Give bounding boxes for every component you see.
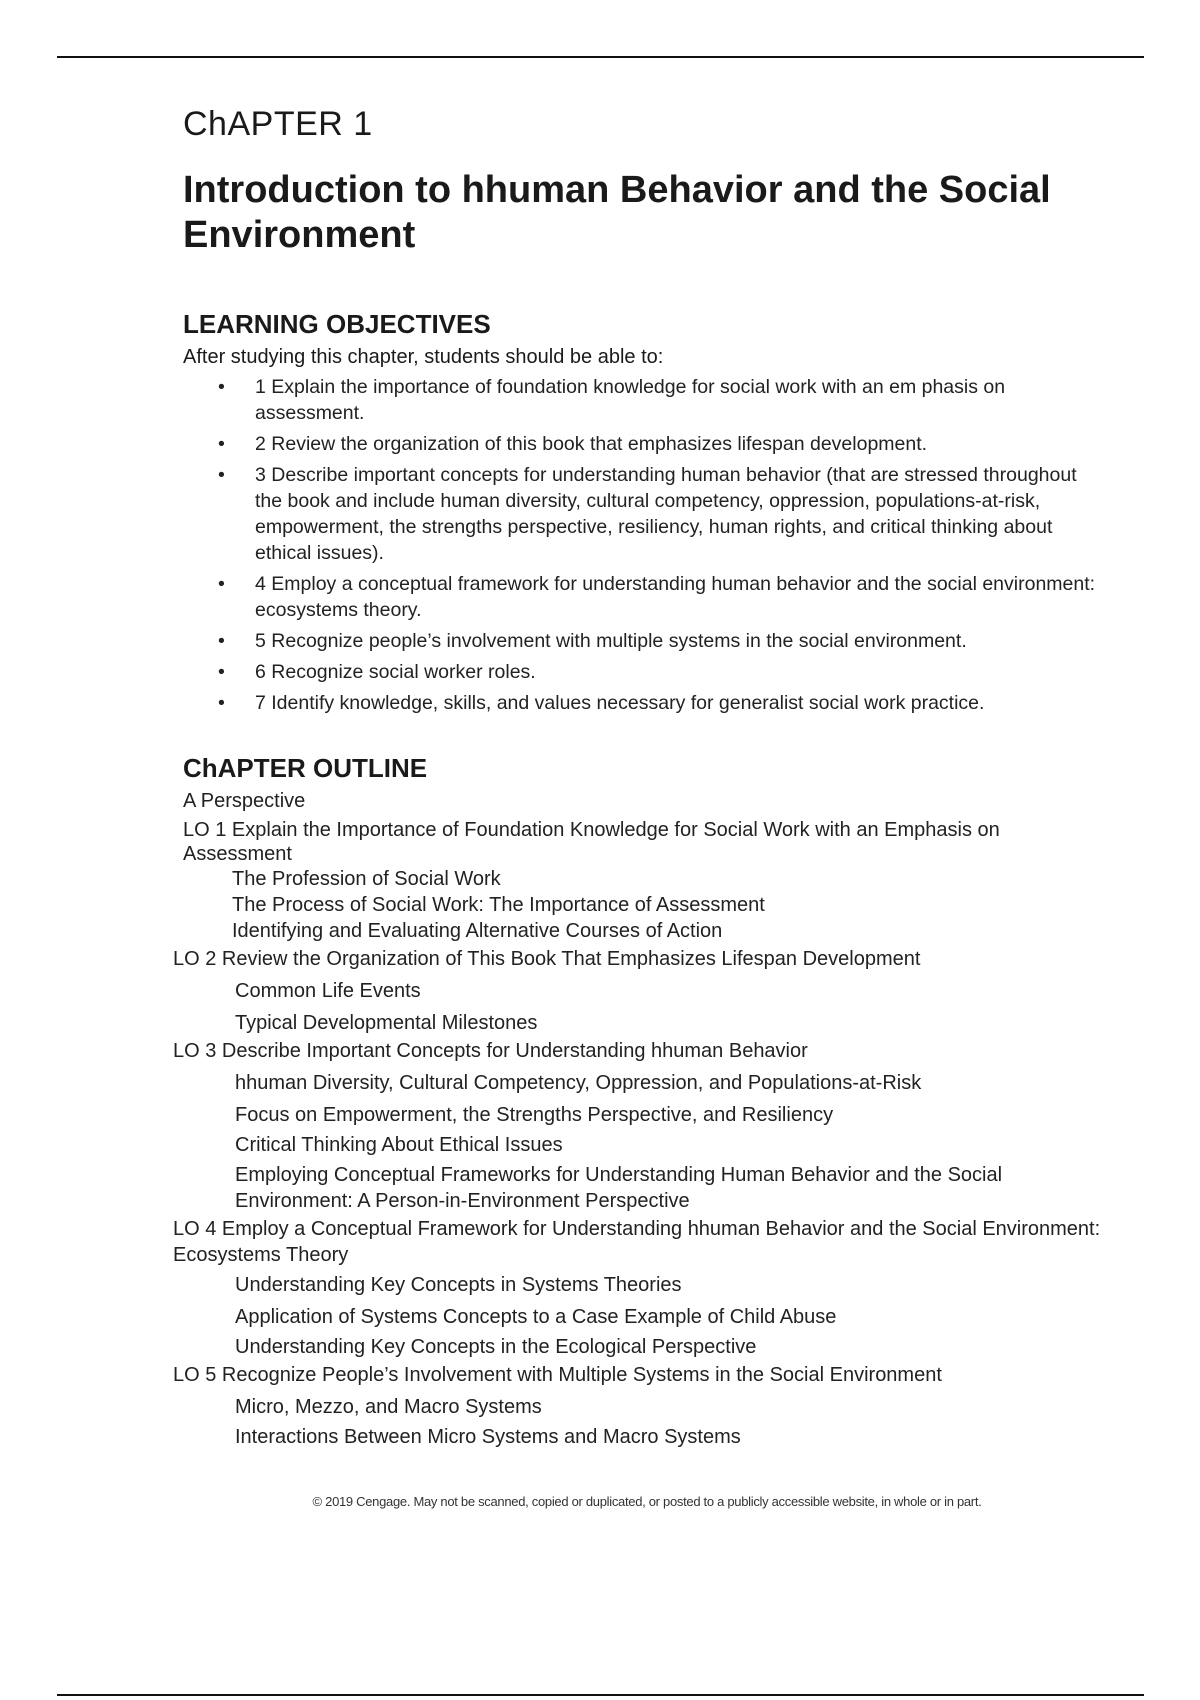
learning-objectives-heading: LEARNING OBJECTIVES	[183, 309, 491, 339]
copyright-footer	[0, 1494, 1200, 1509]
objective-item: • 7 Identify knowledge, skills, and values necessary for generalist social work practice.	[218, 692, 985, 714]
page-content	[173, 104, 1103, 1450]
bullet-icon: •	[218, 661, 225, 683]
outline-subtopic: Employing Conceptual Frameworks for Understanding Human Behavior and the Social Environment: A Person-in-Environment Perspective	[235, 1164, 1003, 1212]
bullet-icon: •	[218, 630, 225, 652]
chapter-title: Introduction to hhuman Behavior and the Social Environment	[183, 169, 1051, 256]
outline-subtopic: The Profession of Social Work	[232, 868, 501, 890]
objective-item: • 4 Employ a conceptual framework for understanding human behavior and the social environment: ecosystems theory.	[218, 573, 1096, 621]
objective-item: • 2 Review the organization of this book that emphasizes lifespan development.	[218, 433, 928, 455]
chapter-outline-heading: ChAPTER OUTLINE	[183, 753, 428, 783]
outline-subtopic: Interactions Between Micro Systems and Macro Systems	[235, 1426, 741, 1448]
outline-subtopic: Critical Thinking About Ethical Issues	[235, 1134, 563, 1156]
outline-subtopic: Understanding Key Concepts in the Ecological Perspective	[235, 1336, 757, 1358]
objective-item: • 3 Describe important concepts for understanding human behavior (that are stressed throughout the book and include human diversity, cultural competency, oppression, populations-at-risk, empowerment, the strengths perspective, resiliency, human rights, and critical thinking about ethical issues).	[218, 464, 1077, 564]
objectives-intro: After studying this chapter, students should be able to:	[183, 346, 664, 368]
chapter-outline	[173, 788, 1103, 1450]
bullet-icon: •	[218, 692, 225, 714]
outline-lo-4: LO 4 Employ a Conceptual Framework for Understanding hhuman Behavior and the Social Environment: Ecosystems Theory	[173, 1218, 1101, 1266]
outline-subtopic: Understanding Key Concepts in Systems Theories	[235, 1274, 682, 1296]
objectives-list	[183, 374, 1103, 716]
outline-lo-2: LO 2 Review the Organization of This Book That Emphasizes Lifespan Development	[173, 948, 921, 970]
bullet-icon: •	[218, 433, 225, 455]
outline-subtopic: Application of Systems Concepts to a Case Example of Child Abuse	[235, 1306, 837, 1328]
outline-subtopic: Typical Developmental Milestones	[235, 1012, 538, 1034]
outline-subtopic: The Process of Social Work: The Importance of Assessment	[232, 894, 765, 916]
outline-lo-3: LO 3 Describe Important Concepts for Understanding hhuman Behavior	[173, 1040, 808, 1062]
top-rule	[57, 56, 1144, 58]
outline-subtopic: Micro, Mezzo, and Macro Systems	[235, 1396, 542, 1418]
outline-lo-1: LO 1 Explain the Importance of Foundation Knowledge for Social Work with an Emphasis on Assessment	[183, 819, 1000, 865]
bottom-rule	[57, 1694, 1144, 1696]
copyright-text: © 2019 Cengage. May not be scanned, copied or duplicated, or posted to a publicly accessible website, in whole or in part.	[312, 1494, 982, 1509]
bullet-icon: •	[218, 464, 225, 486]
objective-item: • 6 Recognize social worker roles.	[218, 661, 536, 683]
bullet-icon: •	[218, 573, 225, 595]
outline-lo-5: LO 5 Recognize People’s Involvement with Multiple Systems in the Social Environment	[173, 1364, 942, 1386]
outline-perspective: A Perspective	[183, 790, 306, 812]
chapter-label: ChAPTER 1	[183, 105, 373, 143]
objective-item: • 5 Recognize people’s involvement with multiple systems in the social environment.	[218, 630, 967, 652]
outline-subtopic: Focus on Empowerment, the Strengths Perspective, and Resiliency	[235, 1104, 834, 1126]
bullet-icon: •	[218, 376, 225, 398]
outline-subtopic: hhuman Diversity, Cultural Competency, Oppression, and Populations-at-Risk	[235, 1072, 922, 1094]
outline-subtopic: Identifying and Evaluating Alternative Courses of Action	[232, 920, 723, 942]
outline-subtopic: Common Life Events	[235, 980, 421, 1002]
objective-item: • 1 Explain the importance of foundation knowledge for social work with an em phasis on assessment.	[218, 376, 1006, 424]
